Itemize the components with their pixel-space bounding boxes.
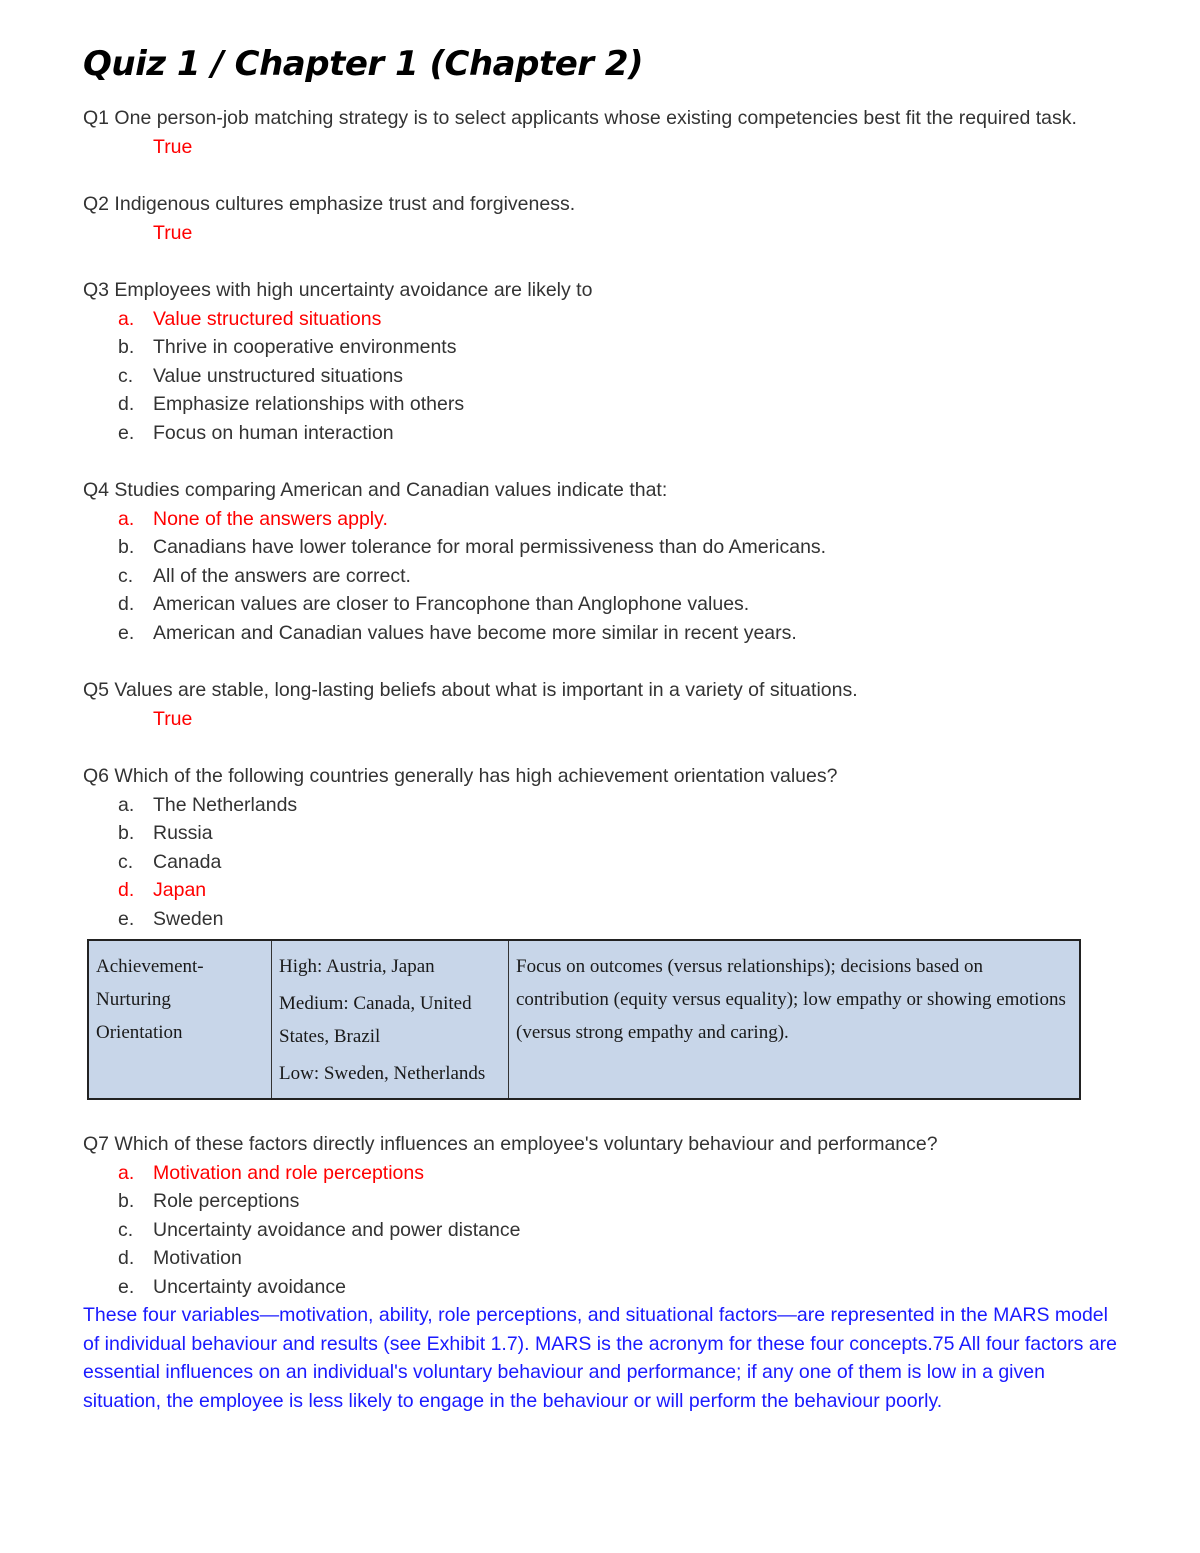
answer-5: True (153, 707, 193, 730)
table-label-line: Nurturing (96, 989, 171, 1010)
option-q7-c: c. Uncertainty avoidance and power distance (118, 1218, 521, 1241)
option-q4-e: e. American and Canadian values have become more similar in recent years. (118, 621, 797, 644)
option-q3-a: a. Value structured situations (118, 307, 382, 330)
table-levels-cell (272, 940, 509, 1099)
table-low: Low: Sweden, Netherlands (279, 1063, 486, 1084)
values-table (87, 939, 1081, 1100)
page-title: Quiz 1 / Chapter 1 (Chapter 2) (83, 44, 644, 84)
question-3: Q3 Employees with high uncertainty avoidance are likely to (83, 279, 593, 301)
table-label-cell (88, 940, 272, 1099)
table-description-cell: Focus on outcomes (versus relationships); decisions based on contribution (equity versus equality); low empathy or showing emotions (versus strong empathy and caring). (509, 940, 1081, 1099)
option-q6-b: b. Russia (118, 822, 213, 844)
question-7-options (83, 1159, 1123, 1302)
question-4-options (83, 505, 1123, 648)
question-7: Q7 Which of these factors directly influences an employee's voluntary behaviour and performance? (83, 1133, 938, 1155)
option-q6-e: e. Sweden (118, 907, 224, 930)
question-5: Q5 Values are stable, long-lasting beliefs about what is important in a variety of situations. (83, 679, 858, 701)
option-q3-c: c. Value unstructured situations (118, 364, 404, 387)
question-4: Q4 Studies comparing American and Canadian values indicate that: (83, 479, 668, 501)
option-q3-e: e. Focus on human interaction (118, 421, 394, 444)
option-q7-a: a. Motivation and role perceptions (118, 1161, 424, 1184)
option-q4-b: b. Canadians have lower tolerance for moral permissiveness than do Americans. (118, 536, 827, 558)
table-high: High: Austria, Japan (279, 956, 435, 977)
question-6-options (83, 791, 1123, 934)
option-q6-d: d. Japan (118, 879, 207, 901)
option-q3-b: b. Thrive in cooperative environments (118, 336, 457, 358)
option-q4-a: a. None of the answers apply. (118, 507, 388, 530)
option-q3-d: d. Emphasize relationships with others (118, 393, 465, 415)
answer-1: True (153, 135, 193, 158)
quiz-document (83, 40, 1123, 1415)
option-q6-c: c. Canada (118, 850, 222, 873)
table-label-line: Achievement- (96, 956, 204, 977)
question-6: Q6 Which of the following countries generally has high achievement orientation values? (83, 765, 838, 787)
option-q7-d: d. Motivation (118, 1247, 242, 1269)
answer-2: True (153, 221, 193, 244)
option-q6-a: a. The Netherlands (118, 793, 298, 816)
option-q4-c: c. All of the answers are correct. (118, 564, 411, 587)
option-q4-d: d. American values are closer to Francophone than Anglophone values. (118, 593, 750, 615)
option-q7-b: b. Role perceptions (118, 1190, 300, 1212)
question-1: Q1 One person-job matching strategy is to select applicants whose existing competencies best fit the required task. (83, 107, 1077, 129)
question-2: Q2 Indigenous cultures emphasize trust and forgiveness. (83, 193, 576, 215)
explanation-text: These four variables—motivation, ability, role perceptions, and situational factors—are represented in the MARS model of individual behaviour and results (see Exhibit 1.7). MARS is the acronym for these four concepts.75 All four factors are essential influences on an individual's voluntary behaviour and performance; if any one of them is low in a given situation, the employee is less likely to engage in the behaviour or will perform the behaviour poorly. (83, 1304, 1118, 1412)
question-3-options (83, 305, 1123, 448)
option-q7-e: e. Uncertainty avoidance (118, 1275, 346, 1298)
table-medium: Medium: Canada, United States, Brazil (279, 993, 472, 1047)
table-label-line: Orientation (96, 1022, 183, 1043)
